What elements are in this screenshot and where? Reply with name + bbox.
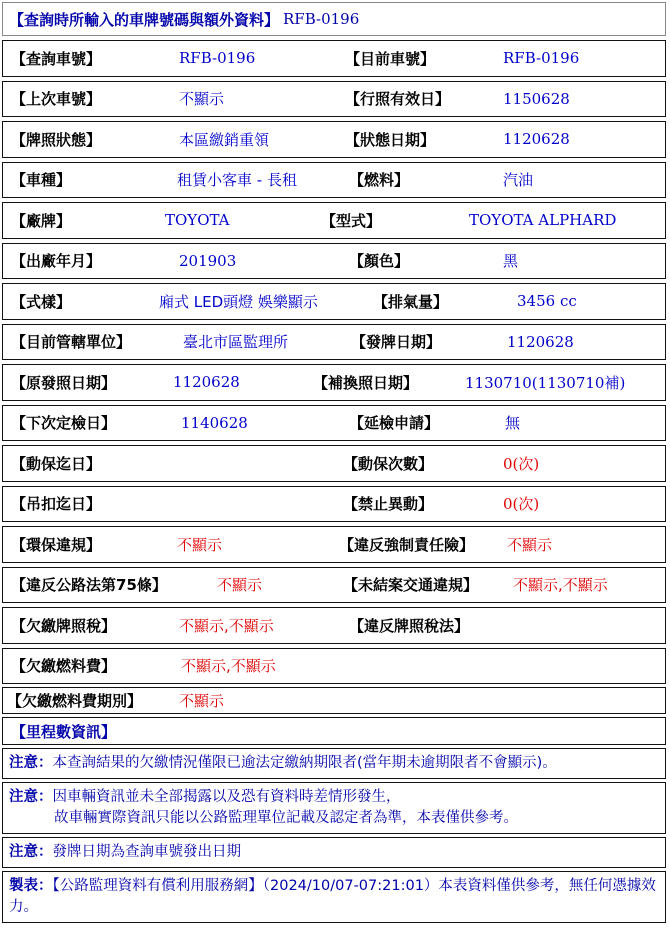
footer-label: 製表： [9, 878, 53, 894]
previous-plate-label: 【上次車號】 [11, 90, 102, 109]
brand-value: TOYOTA [165, 211, 230, 230]
row-body-style [2, 283, 666, 320]
compulsory-insurance-label: 【違反強制責任險】 [339, 535, 475, 554]
next-inspection-label: 【下次定檢日】 [11, 414, 117, 433]
jurisdiction-value: 臺北市區監理所 [183, 333, 289, 352]
row-manufacture-date [2, 243, 666, 280]
note-text: 發牌日期為查詢車號發出日期 [52, 844, 241, 860]
query-plate-value: RFB-0196 [179, 49, 256, 68]
note-label: 注意： [9, 789, 53, 805]
traffic-violation-value: 不顯示,不顯示 [513, 576, 608, 595]
license-tax-law-label: 【違反牌照稅法】 [349, 616, 470, 635]
plate-status-value: 本區繳銷重領 [179, 130, 270, 149]
vehicle-type-label: 【車種】 [11, 171, 72, 190]
model-value: TOYOTA ALPHARD [469, 211, 617, 230]
row-fuel-fee-period [2, 687, 666, 714]
manufacture-date-label: 【出廠年月】 [11, 252, 102, 271]
movable-security-end-label: 【動保迄日】 [11, 454, 102, 473]
environmental-violation-value: 不顯示 [177, 535, 223, 554]
compulsory-insurance-value: 不顯示 [507, 535, 553, 554]
fuel-value: 汽油 [503, 171, 534, 190]
mileage-section-title: 【里程數資訊】 [2, 717, 666, 745]
highway-act-label: 【違反公路法第75條】 [11, 576, 167, 595]
row-movable-security [2, 445, 666, 482]
environmental-violation-label: 【環保違規】 [11, 535, 102, 554]
fuel-fee-period-value: 不顯示 [179, 692, 225, 710]
current-plate-value: RFB-0196 [503, 49, 580, 68]
color-value: 黑 [503, 252, 519, 271]
note-text-line1: 因車輛資訊並未全部揭露以及恐有資料時差情形發生， [52, 789, 401, 805]
note-issue-date [2, 837, 666, 868]
query-plate-label: 【查詢車號】 [11, 49, 102, 68]
body-style-value: 廂式 LED頭燈 娛樂顯示 [159, 292, 318, 311]
note-unpaid-scope [2, 748, 666, 779]
fuel-fee-period-label: 【欠繳燃料費期別】 [7, 692, 143, 710]
note-label: 注意： [9, 755, 53, 771]
fuel-label: 【燃料】 [349, 171, 410, 190]
note-label: 注意： [9, 844, 53, 860]
footer-text: 【公路監理資料有償利用服務網】（2024/10/07-07:21:01）本表資料僅供參考，無任何憑據效力。 [9, 878, 656, 915]
row-brand [2, 202, 666, 239]
row-license-tax [2, 607, 666, 644]
inspection-extension-value: 無 [505, 414, 521, 433]
current-plate-label: 【目前車號】 [345, 49, 436, 68]
inspection-extension-label: 【延檢申請】 [349, 414, 440, 433]
query-header-title: 【查詢時所輸入的車牌號碼與額外資料】 [9, 10, 280, 29]
transfer-ban-value: 0(次) [503, 495, 540, 514]
license-valid-label: 【行照有效日】 [345, 90, 451, 109]
original-issue-value: 1120628 [173, 373, 240, 392]
reissue-date-value: 1130710(1130710補) [465, 373, 626, 392]
row-previous-plate [2, 81, 666, 118]
unpaid-fuel-fee-value: 不顯示,不顯示 [181, 657, 276, 676]
status-date-value: 1120628 [503, 130, 570, 149]
query-header [2, 2, 666, 36]
issue-date-label: 【發牌日期】 [351, 333, 442, 352]
suspension-end-label: 【吊扣迄日】 [11, 495, 102, 514]
status-date-label: 【狀態日期】 [345, 130, 436, 149]
plate-status-label: 【牌照狀態】 [11, 130, 102, 149]
unpaid-license-tax-value: 不顯示,不顯示 [179, 616, 274, 635]
note-text-line2: 故車輛實際資訊只能以公路監理單位記載及認定者為準，本表僅供參考。 [54, 810, 518, 826]
manufacture-date-value: 201903 [179, 251, 237, 270]
reissue-date-label: 【補換照日期】 [313, 373, 419, 392]
row-plate-status [2, 121, 666, 158]
row-next-inspection [2, 405, 666, 442]
issue-date-value: 1120628 [507, 332, 574, 351]
movable-security-count-label: 【動保次數】 [343, 454, 434, 473]
row-environmental [2, 526, 666, 563]
jurisdiction-label: 【目前管轄單位】 [11, 333, 132, 352]
row-vehicle-type [2, 162, 666, 199]
unpaid-license-tax-label: 【欠繳牌照稅】 [11, 616, 117, 635]
unpaid-fuel-fee-label: 【欠繳燃料費】 [11, 657, 117, 676]
row-jurisdiction [2, 324, 666, 361]
movable-security-count-value: 0(次) [503, 454, 540, 473]
body-style-label: 【式樣】 [11, 292, 72, 311]
original-issue-label: 【原發照日期】 [11, 373, 117, 392]
note-disclaimer [2, 782, 666, 834]
row-original-issue [2, 364, 666, 401]
note-text: 本查詢結果的欠繳情況僅限已逾法定繳納期限者(當年期未逾期限者不會顯示)。 [52, 755, 557, 771]
row-suspension [2, 486, 666, 523]
next-inspection-value: 1140628 [181, 413, 248, 432]
query-header-plate: RFB-0196 [283, 10, 360, 28]
brand-label: 【廠牌】 [11, 211, 72, 230]
displacement-value: 3456 cc [517, 292, 577, 311]
license-valid-value: 1150628 [503, 89, 570, 108]
highway-act-value: 不顯示 [217, 576, 263, 595]
color-label: 【顏色】 [349, 252, 410, 271]
row-plate-number [2, 40, 666, 77]
row-fuel-fee [2, 648, 666, 685]
report-footer [2, 871, 666, 923]
vehicle-type-value: 租賃小客車 - 長租 [177, 171, 297, 190]
model-label: 【型式】 [321, 211, 382, 230]
transfer-ban-label: 【禁止異動】 [343, 495, 434, 514]
vehicle-report [2, 2, 666, 923]
traffic-violation-label: 【未結案交通違規】 [343, 576, 479, 595]
previous-plate-value: 不顯示 [179, 90, 225, 109]
displacement-label: 【排氣量】 [373, 292, 449, 311]
row-highway-act [2, 567, 666, 604]
